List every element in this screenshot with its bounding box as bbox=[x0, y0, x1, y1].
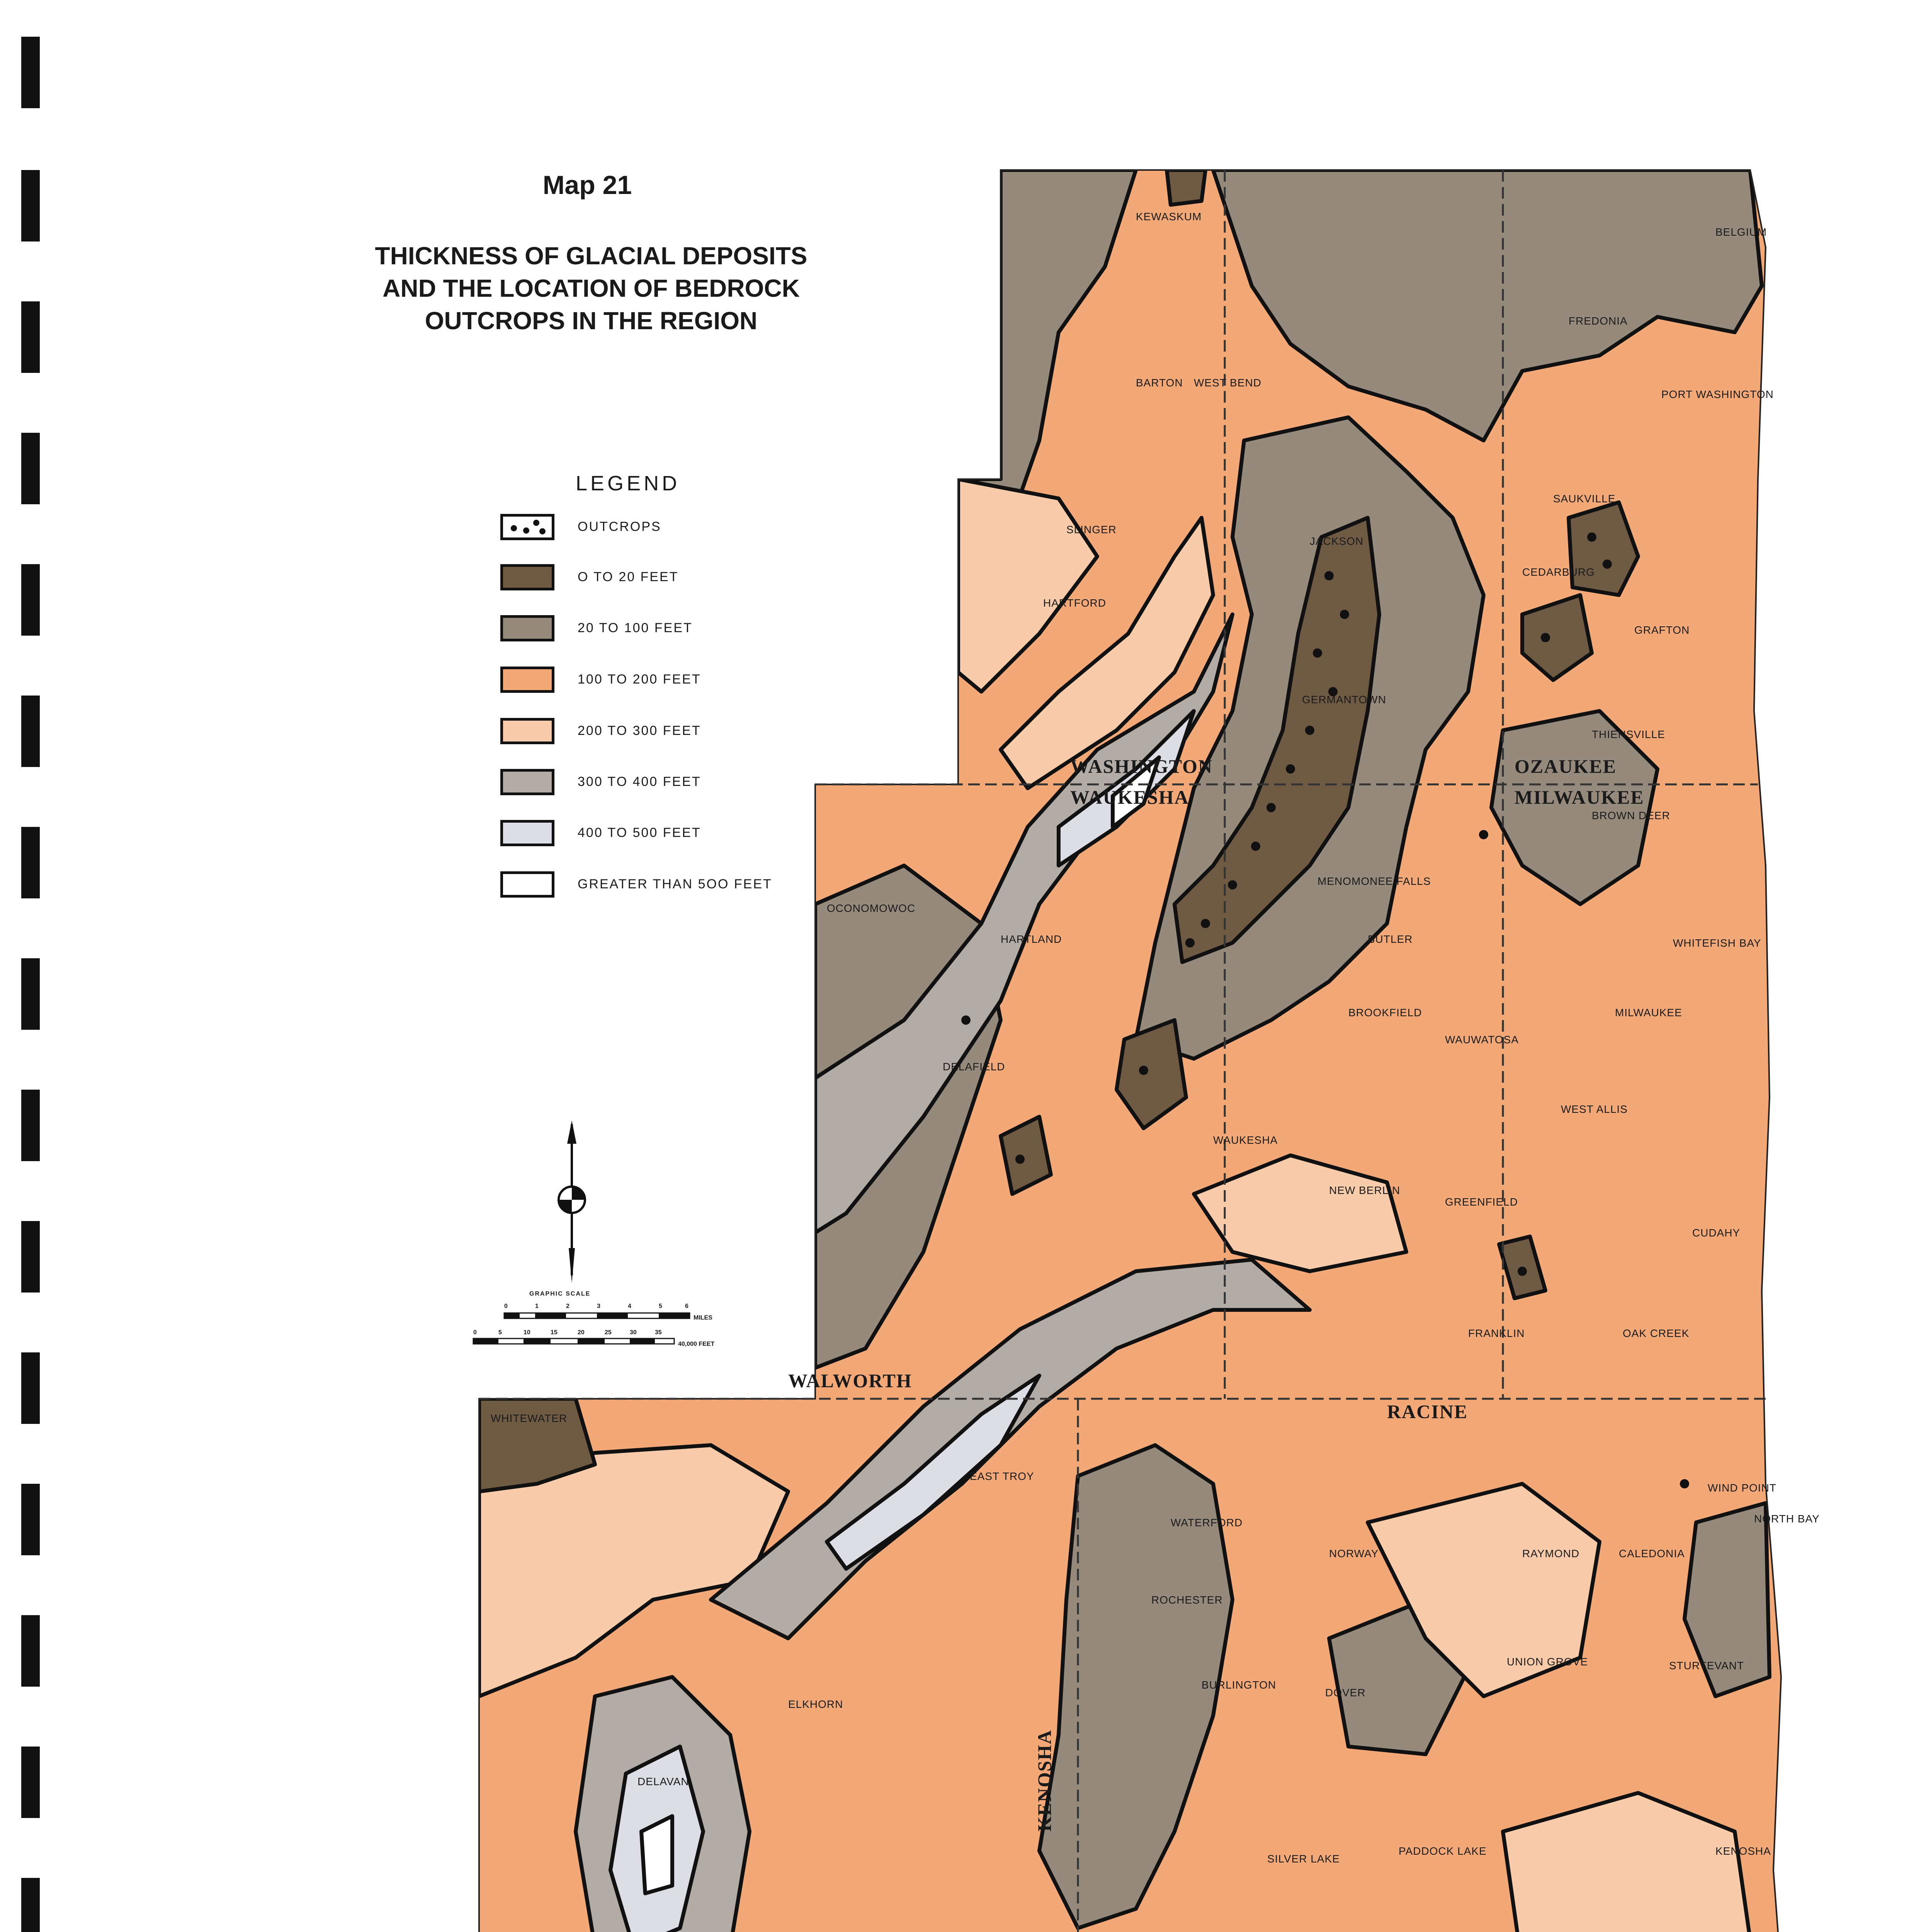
place-label: CALEDONIA bbox=[1619, 1548, 1685, 1560]
binding-mark bbox=[21, 170, 40, 242]
place-label: WAUKESHA bbox=[1213, 1134, 1278, 1146]
scale-tick-label: 0 bbox=[504, 1303, 508, 1310]
place-label: WAUWATOSA bbox=[1445, 1034, 1519, 1046]
scale-miles-unit: MILES bbox=[694, 1315, 712, 1321]
place-label: FRANKLIN bbox=[1468, 1327, 1525, 1339]
legend-label: 100 TO 200 FEET bbox=[578, 672, 701, 687]
place-label: HARTLAND bbox=[1001, 933, 1062, 945]
place-label: GREENFIELD bbox=[1445, 1196, 1518, 1208]
thickness-zone bbox=[1167, 170, 1205, 205]
map-title: THICKNESS OF GLACIAL DEPOSITS AND THE LOCATION OF BEDROCK OUTCROPS IN THE REGION bbox=[375, 242, 807, 335]
scale-tick-label: 4 bbox=[628, 1303, 631, 1310]
binding-mark bbox=[21, 958, 40, 1030]
place-label: WEST ALLIS bbox=[1561, 1103, 1628, 1115]
binding-mark bbox=[21, 827, 40, 898]
place-label: EAST TROY bbox=[970, 1470, 1034, 1482]
place-label: ROCHESTER bbox=[1151, 1594, 1223, 1606]
place-label: WIND POINT bbox=[1708, 1482, 1776, 1494]
place-label: THIENSVILLE bbox=[1592, 728, 1665, 740]
thickness-zone bbox=[641, 1816, 672, 1893]
scale-feet-unit: 40,000 FEET bbox=[678, 1341, 715, 1347]
place-label: BURLINGTON bbox=[1202, 1679, 1277, 1691]
binding-mark bbox=[21, 1747, 40, 1818]
place-label: SLINGER bbox=[1066, 524, 1117, 536]
binding-mark bbox=[21, 433, 40, 504]
scale-tick-label: 0 bbox=[473, 1329, 477, 1336]
scale-tick-label: 25 bbox=[605, 1329, 612, 1336]
place-label: STURTEVANT bbox=[1669, 1660, 1744, 1672]
place-label: KENOSHA bbox=[1715, 1845, 1771, 1857]
place-label: GRAFTON bbox=[1634, 624, 1690, 636]
binding-mark bbox=[21, 696, 40, 767]
scale-tick-label: 35 bbox=[655, 1329, 662, 1336]
place-label: BARTON bbox=[1136, 377, 1183, 389]
place-label: FREDONIA bbox=[1569, 315, 1628, 327]
place-label: OCONOMOWOC bbox=[827, 902, 916, 914]
scale-tick-label: 3 bbox=[597, 1303, 600, 1310]
binding-mark bbox=[21, 37, 40, 108]
legend-label: O TO 20 FEET bbox=[578, 570, 679, 584]
scale-tick-label: 5 bbox=[498, 1329, 502, 1336]
legend-label: GREATER THAN 5OO FEET bbox=[578, 877, 772, 891]
place-label: SILVER LAKE bbox=[1267, 1853, 1340, 1865]
place-label: NORTH BAY bbox=[1754, 1513, 1820, 1525]
place-label: KEWASKUM bbox=[1136, 211, 1202, 223]
place-label: CUDAHY bbox=[1692, 1227, 1741, 1239]
scale-tick-label: 6 bbox=[685, 1303, 688, 1310]
scale-tick-label: 5 bbox=[659, 1303, 662, 1310]
place-label: WHITEWATER bbox=[491, 1412, 568, 1424]
place-label: UNION GROVE bbox=[1507, 1656, 1588, 1668]
county-label: WAUKESHA bbox=[1070, 786, 1189, 808]
legend-label: OUTCROPS bbox=[578, 519, 661, 534]
binding-mark bbox=[21, 1221, 40, 1293]
place-label: NORWAY bbox=[1329, 1548, 1379, 1560]
place-label: WATERFORD bbox=[1171, 1517, 1243, 1529]
place-label: DOVER bbox=[1325, 1687, 1366, 1699]
legend-label: 20 TO 100 FEET bbox=[578, 621, 693, 635]
legend-label: 300 TO 400 FEET bbox=[578, 774, 701, 789]
scale-tick-label: 2 bbox=[566, 1303, 569, 1310]
place-label: ELKHORN bbox=[788, 1698, 843, 1710]
county-label: KENOSHA bbox=[1033, 1729, 1055, 1832]
place-label: MENOMONEE FALLS bbox=[1317, 875, 1431, 887]
scale-tick-label: 1 bbox=[535, 1303, 539, 1310]
place-label: BUTLER bbox=[1368, 933, 1413, 945]
binding-mark bbox=[21, 1090, 40, 1161]
binding-mark bbox=[21, 301, 40, 373]
scale-tick-label: 10 bbox=[524, 1329, 530, 1336]
place-label: NEW BERLIN bbox=[1329, 1184, 1401, 1196]
county-label: WALWORTH bbox=[788, 1370, 912, 1391]
place-label: BROOKFIELD bbox=[1348, 1007, 1422, 1019]
place-label: DELAFIELD bbox=[943, 1061, 1005, 1073]
place-label: JACKSON bbox=[1310, 535, 1364, 547]
legend-title: LEGEND bbox=[576, 472, 680, 495]
place-label: WEST BEND bbox=[1194, 377, 1261, 389]
legend-label: 200 TO 300 FEET bbox=[578, 723, 701, 738]
binding-mark bbox=[21, 1878, 40, 1932]
place-label: OAK CREEK bbox=[1623, 1327, 1690, 1339]
place-label: RAYMOND bbox=[1522, 1548, 1580, 1560]
place-label: PADDOCK LAKE bbox=[1399, 1845, 1487, 1857]
legend-label: 400 TO 500 FEET bbox=[578, 825, 701, 840]
scale-tick-label: 15 bbox=[551, 1329, 558, 1336]
county-label: RACINE bbox=[1387, 1401, 1468, 1422]
place-label: BROWN DEER bbox=[1592, 810, 1670, 821]
scale-title: GRAPHIC SCALE bbox=[529, 1291, 591, 1297]
thickness-map bbox=[479, 170, 1820, 1932]
place-label: SAUKVILLE bbox=[1553, 493, 1616, 505]
place-label: MILWAUKEE bbox=[1615, 1007, 1682, 1019]
map-number: Map 21 bbox=[542, 170, 632, 200]
place-label: BELGIUM bbox=[1715, 226, 1767, 238]
county-label: MILWAUKEE bbox=[1515, 786, 1644, 808]
place-label: WHITEFISH BAY bbox=[1673, 937, 1761, 949]
binding-mark bbox=[21, 1615, 40, 1687]
place-label: PORT WASHINGTON bbox=[1661, 388, 1774, 400]
binding-mark bbox=[21, 1352, 40, 1424]
binding-mark bbox=[21, 1484, 40, 1555]
county-label: WASHINGTON bbox=[1070, 755, 1213, 777]
binding-mark bbox=[21, 564, 40, 636]
place-label: HARTFORD bbox=[1043, 597, 1107, 609]
county-label: OZAUKEE bbox=[1515, 755, 1617, 777]
place-label: CEDARBURG bbox=[1522, 566, 1595, 578]
scale-tick-label: 20 bbox=[578, 1329, 585, 1336]
place-label: DELAVAN bbox=[637, 1776, 689, 1787]
place-label: GERMANTOWN bbox=[1302, 694, 1386, 706]
scale-tick-label: 30 bbox=[630, 1329, 637, 1336]
